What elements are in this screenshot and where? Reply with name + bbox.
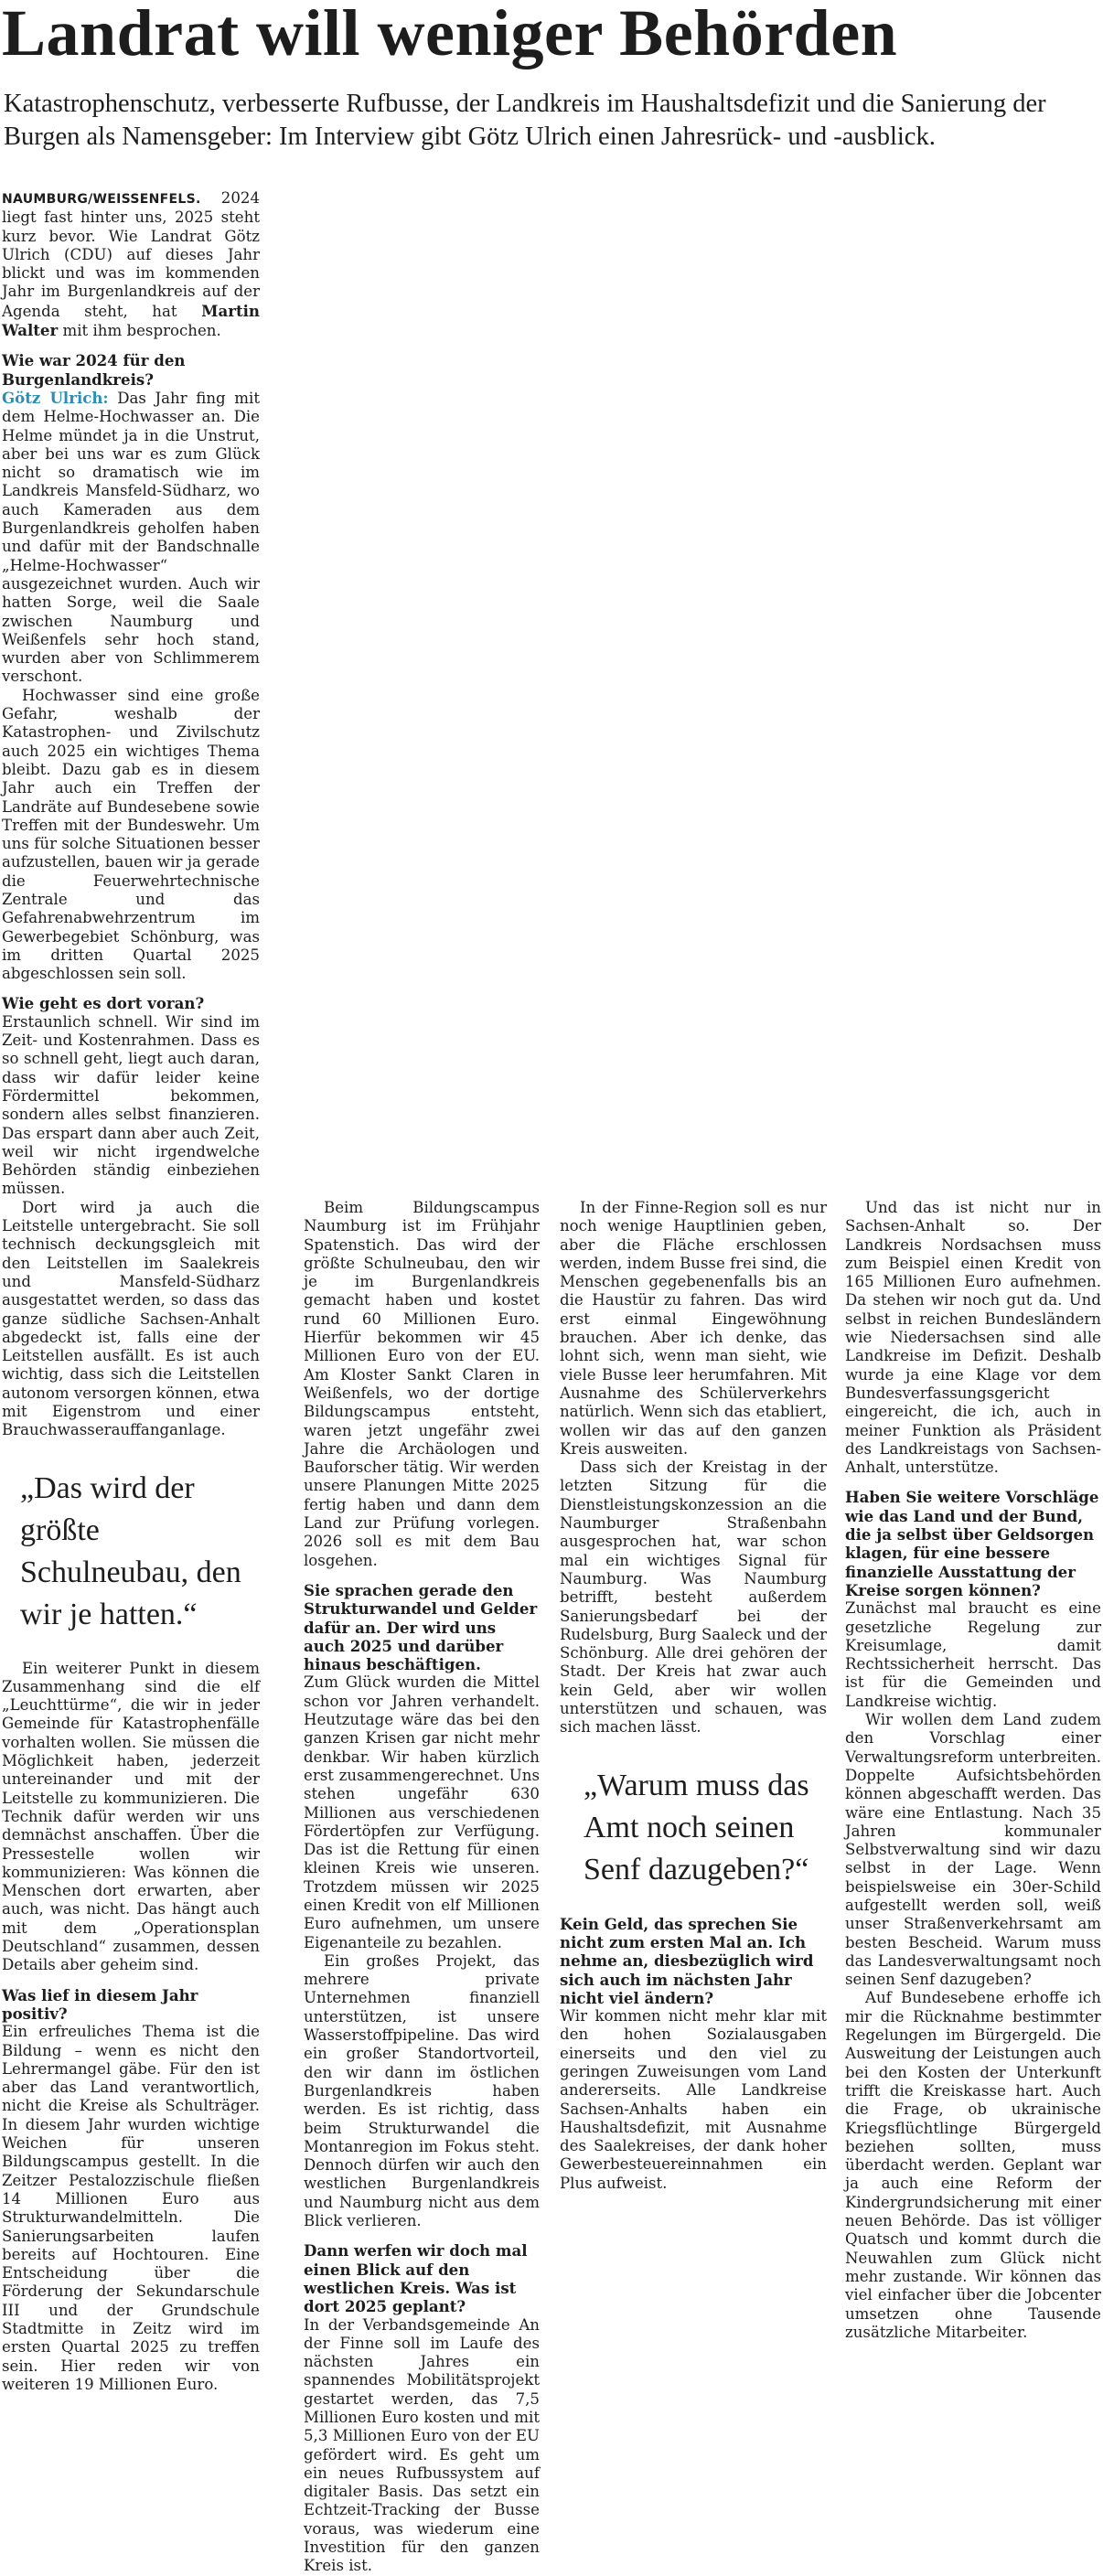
- question: Was lief in diesem Jahr positiv?: [2, 1985, 198, 2023]
- question: Wie war 2024 für den Burgenlandkreis?: [2, 351, 186, 389]
- headline: Landrat will weniger Behörden: [2, 0, 898, 69]
- question: Wie geht es dort voran?: [2, 994, 205, 1013]
- subheadline: Katastrophenschutz, verbesserte Rufbusse, der Landkreis im Haushaltsdefizit und die Sanierung der Burgen als Namensgeber: Im Interview gibt Götz Ulrich einen Jahresrück- und -ausblick.: [4, 90, 1046, 151]
- answer-paragraph: Dort wird ja auch die Leitstelle untergebracht. Sie soll technisch deckungsgleich mit den Leitstellen im Saalekreis und Mansfeld-Südharz ausgestattet werden, so dass das ganze südliche Sachsen-Anhalt abgedeckt ist, falls eine der Leitstellen ausfällt. Es ist auch wichtig, dass sich die Leitstellen autonom versorgen können, etwa mit Eigenstrom und einer Brauchwasserauffanganlage.: [2, 1198, 260, 1439]
- question: Kein Geld, das sprechen Sie nicht zum ersten Mal an. Ich nehme an, diesbezüglich wird sich auch im nächsten Jahr nicht viel ändern?: [560, 1914, 814, 2007]
- answer-paragraph: Ein erfreuliches Thema ist die Bildung – wenn es nicht den Lehrermangel gäbe. Für den ist aber das Land verantwortlich, nicht die Kreise als Schulträger. In diesem Jahr wurden wichtige Weichen für unseren Bildungscampus gestellt. In die Zeitzer Pestalozzischule fließen 14 Millionen Euro aus Strukturwandelmitteln. Die Sanierungsarbeiten laufen bereits auf Hochtouren. Eine Entscheidung über die Förderung der Sekundarschule III und der Grundschule Stadtmitte in Zeitz wird im ersten Quartal 2025 zu treffen sein. Hier reden wir von weiteren 19 Millionen Euro.: [2, 2023, 260, 2393]
- answer-text: Das Jahr fing mit dem Helme-Hochwasser an. Die Helme mündet ja in die Unstrut, aber bei uns war es zum Glück nicht so dramatisch wie im Landkreis Mansfeld-Südharz, wo auch Kameraden aus dem Burgenlandkreis geholfen haben und dafür mit der Bandschnalle „Helme-Hochwasser“ ausgezeichnet wurden. Auch wir hatten Sorge, weil die Saale zwischen Naumburg und Weißenfels sehr hoch stand, wurden aber von Schlimmerem verschont.: [2, 389, 260, 686]
- author-name: Martin Walter: [2, 301, 260, 340]
- pull-quote: „Warum muss das Amt noch seinen Senf dazugeben?“: [584, 1768, 809, 1887]
- answer-paragraph: Zunächst mal braucht es eine gesetzliche Regelung zur Kreisumlage, damit Rechtssicherheit herrscht. Das ist für die Gemeinden und Landkreise wichtig.: [845, 1599, 1101, 1710]
- answer-paragraph: Ein weiterer Punkt in diesem Zusammenhang sind die elf „Leuchttürme“, die wir in jeder Gemeinde für Katastrophenfälle vorhalten wollen. Sie müssen die Möglichkeit haben, jederzeit untereinander und mit der Leitstelle zu kommunizieren. Die Technik dafür werden wir uns demnächst anschaffen. Über die Pressestelle wollen wir kommunizieren: Was können die Menschen dort erwarten, aber auch, was nicht. Das hängt auch mit dem „Operationsplan Deutschland“ zusammen, dessen Details aber geheim sind.: [2, 1659, 260, 1974]
- article-column-4: [845, 1199, 1101, 2342]
- question: Dann werfen wir doch mal einen Blick auf den westlichen Kreis. Was ist dort 2025 geplant?: [304, 2241, 528, 2316]
- answer-paragraph: Dass sich der Kreistag in der letzten Sitzung für die Dienstleistungskonzession an die Naumburger Straßenbahn ausgesprochen hat, war schon mal ein wichtiges Signal für Naumburg. Was Naumburg betrifft, besteht außerdem Sanierungsbedarf bei der Rudelsburg, Burg Saaleck und der Schönburg. Alle drei gehören der Stadt. Der Kreis hat zwar auch kein Geld, aber wir wollen unterstützen und schauen, was sich machen lässt.: [560, 1459, 827, 1737]
- dateline: NAUMBURG/WEISSENFELS.: [2, 192, 201, 207]
- answer-paragraph: [2, 389, 260, 687]
- intro-text-end: mit ihm besprochen.: [62, 322, 221, 340]
- answer-paragraph: Zum Glück wurden die Mittel schon vor Jahren verhandelt. Heutzutage wäre das bei den ganzen Krisen gar nicht mehr denkbar. Wir haben kürzlich erst zusammengerechnet. Uns stehen ungefähr 630 Millionen aus verschiedenen Fördertöpfen zur Verfügung. Das ist die Rettung für einen kleinen Kreis wie unseren. Trotzdem müssen wir 2025 einen Kredit von elf Millionen Euro aufnehmen, um unsere Eigenanteile zu bezahlen.: [304, 1673, 540, 1951]
- question: Sie sprachen gerade den Strukturwandel und Gelder dafür an. Der wird uns auch 2025 und darüber hinaus beschäftigen.: [304, 1580, 538, 1674]
- answer-paragraph: Auf Bundesebene erhoffe ich mir die Rücknahme bestimmter Regelungen im Bürgergeld. Die Ausweitung der Leistungen auch bei den Kosten der Unterkunft trifft die Kreiskasse hart. Auch die Frage, ob ukrainische Kriegsflüchtlinge Bürgergeld beziehen sollten, muss überdacht werden. Geplant war ja auch eine Reform der Kindergrundsicherung mit einer neuen Behörde. Das ist völliger Quatsch und kommt durch die Neuwahlen zum Glück nicht mehr zustande. Wir können das viel einfacher über die Jobcenter umsetzen ohne Tausende zusätzliche Mitarbeiter.: [845, 1989, 1101, 2341]
- answer-paragraph: Wir wollen dem Land zudem den Vorschlag einer Verwaltungsreform unterbreiten. Doppelte Aufsichtsbehörden können abgeschafft werden. Das wäre eine Entlastung. Nach 35 Jahren kommunaler Selbstverwaltung sind wir dazu selbst in der Lage. Wenn beispielsweise ein 30er-Schild aufgestellt werden soll, weiß unser Straßenverkehrsamt am besten Bescheid. Warum muss das Landesverwaltungsamt noch seinen Senf dazugeben?: [845, 1711, 1101, 1989]
- speaker-label: Götz Ulrich:: [2, 388, 109, 407]
- intro-paragraph: [2, 189, 260, 340]
- article-column-3: [560, 1199, 827, 2193]
- pull-quote: „Das wird der größte Schulneubau, den wir je hatten.“: [20, 1470, 241, 1631]
- answer-paragraph: Wir kommen nicht mehr klar mit den hohen Sozialausgaben einerseits und den viel zu geringen Zuweisungen vom Land andererseits. Alle Landkreise Sachsen-Anhalts haben ein Haushaltsdefizit, mit Ausnahme des Saalekreises, der dank hoher Gewerbesteuereinnahmen ein Plus aufweist.: [560, 2007, 827, 2192]
- answer-paragraph: In der Finne-Region soll es nur noch wenige Hauptlinien geben, aber die Fläche erschlossen werden, indem Busse frei sind, die Menschen gegebenenfalls bis an die Haustür zu fahren. Das wird erst einmal Eingewöhnung brauchen. Aber ich denke, das lohnt sich, wenn man sieht, wie viele Busse leer herumfahren. Mit Ausnahme des Schülerverkehrs natürlich. Wenn sich das etabliert, wollen wir das auf den ganzen Kreis ausweiten.: [560, 1199, 827, 1458]
- answer-paragraph: Und das ist nicht nur in Sachsen-Anhalt so. Der Landkreis Nordsachsen muss zum Beispiel einen Kredit von 165 Millionen Euro aufnehmen. Da stehen wir noch gut da. Und selbst in reichen Bundesländern wie Niedersachsen sind alle Landkreise im Defizit. Deshalb wurde ja eine Klage vor dem Bundesverfassungsgericht eingereicht, die ich, auch in meiner Funktion als Präsident des Landkreistags von Sachsen-Anhalt, unterstütze.: [845, 1199, 1101, 1477]
- answer-paragraph: Hochwasser sind eine große Gefahr, weshalb der Katastrophen- und Zivilschutz auch 2025 ein wichtiges Thema bleibt. Dazu gab es in diesem Jahr auch ein Treffen der Landräte auf Bundesebene sowie Treffen mit der Bundeswehr. Um uns für solche Situationen besser aufzustellen, bauen wir ja gerade die Feuerwehrtechnische Zentrale und das Gefahrenabwehrzentrum im Gewerbegebiet Schönburg, was im dritten Quartal 2025 abgeschlossen sein soll.: [2, 686, 260, 983]
- answer-paragraph: Beim Bildungscampus Naumburg ist im Frühjahr Spatenstich. Das wird der größte Schulneubau, den wir je im Burgenlandkreis gemacht haben und kostet rund 60 Millionen Euro. Hierfür bekommen wir 45 Millionen Euro von der EU. Am Kloster Sankt Claren in Weißenfels, wo der dortige Bildungscampus entsteht, waren jetzt ungefähr zwei Jahre die Archäologen und Bauforscher tätig. Wir werden unsere Planungen Mitte 2025 fertig haben und dann dem Land zur Prüfung vorlegen. 2026 soll es mit dem Bau losgehen.: [304, 1199, 540, 1569]
- intro-text: 2024 liegt fast hinter uns, 2025 steht kurz bevor. Wie Landrat Götz Ulrich (CDU) auf dieses Jahr blickt und was im kommenden Jahr im Burgenlandkreis auf der Agenda steht, hat: [2, 189, 260, 320]
- question: Haben Sie weitere Vorschläge wie das Land und der Bund, die ja selbst über Geldsorgen klagen, für eine bessere finanzielle Ausstattung der Kreise sorgen können?: [845, 1488, 1099, 1599]
- answer-paragraph: Erstaunlich schnell. Wir sind im Zeit- und Kostenrahmen. Dass es so schnell geht, liegt auch daran, dass wir dafür leider keine Fördermittel bekommen, sondern alles selbst finanzieren. Das erspart dann aber auch Zeit, weil wir nicht irgendwelche Behörden ständig einbeziehen müssen.: [2, 1012, 260, 1198]
- answer-paragraph: Ein großes Projekt, das mehrere private Unternehmen finanziell unterstützen, ist unsere Wasserstoffpipeline. Das wird ein großer Standortvorteil, den wir dann im östlichen Burgenlandkreis haben werden. Es ist richtig, dass beim Strukturwandel die Montanregion im Fokus steht. Dennoch dürfen wir auch den westlichen Burgenlandkreis und Naumburg nicht aus dem Blick verlieren.: [304, 1951, 540, 2230]
- article-column-1: [2, 189, 260, 2394]
- article-column-2: [304, 1199, 540, 2576]
- answer-paragraph: In der Verbandsgemeinde An der Finne soll im Laufe des nächsten Jahres ein spannendes Mobilitätsprojekt gestartet werden, das 7,5 Millionen Euro kosten und mit 5,3 Millionen Euro von der EU gefördert wird. Es geht um ein neues Rufbussystem auf digitaler Basis. Das setzt ein Echtzeit-Tracking der Busse voraus, was wiederum eine Investition für den ganzen Kreis ist.: [304, 2315, 540, 2575]
